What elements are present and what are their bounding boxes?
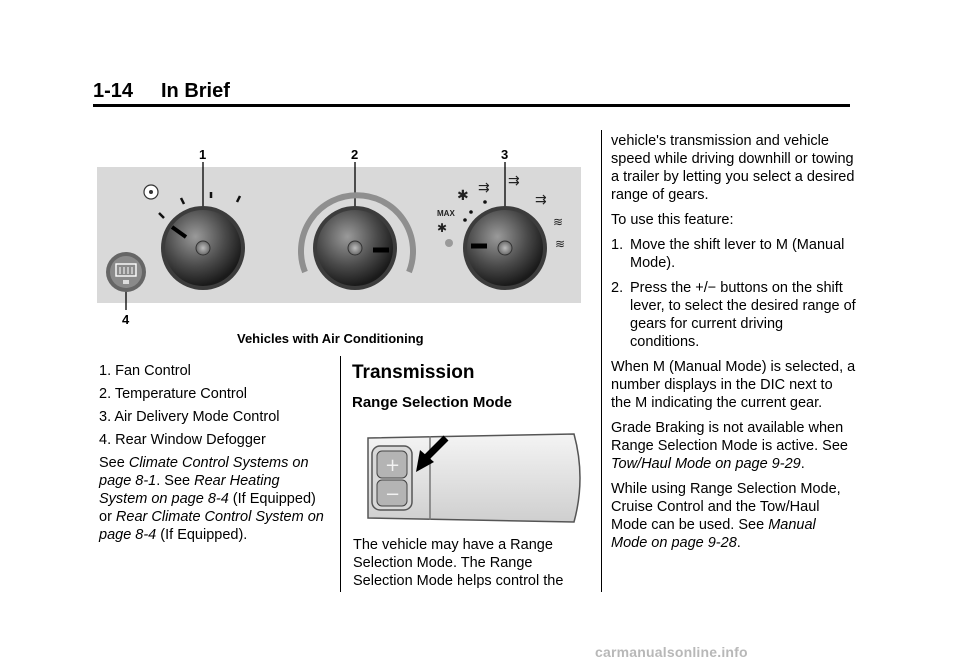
shift-lever-illustration: [360, 432, 586, 524]
section-title: In Brief: [161, 80, 230, 102]
callout-1: 1: [199, 147, 207, 162]
transmission-heading: Transmission: [352, 362, 475, 383]
minus-icon: −: [385, 484, 401, 505]
cruise-control-paragraph: [611, 480, 856, 552]
step-2: [611, 279, 856, 351]
continuation-paragraph: vehicle's transmission and vehicle speed while driving downhill or towing a trailer by letting you select a desired range of gears.: [611, 133, 855, 203]
step-1: [611, 236, 856, 272]
step-number: 2.: [611, 280, 624, 296]
legend-item: 1. Fan Control: [99, 363, 191, 379]
grade-text: .: [800, 456, 805, 472]
range-intro-paragraph: The vehicle may have a Range Selection Mode. The Range Selection Mode helps control the: [353, 537, 564, 589]
rear-heating-link[interactable]: Rear Heating System on page 8‑4: [99, 473, 280, 507]
callout-4: 4: [122, 312, 130, 327]
step-number: 1.: [611, 237, 624, 253]
snowflake-max-icon: [437, 221, 447, 235]
climate-control-figure: [93, 140, 583, 330]
plus-icon: +: [385, 455, 401, 476]
legend-item: 2. Temperature Control: [99, 386, 248, 402]
rear-climate-link[interactable]: Rear Climate Control System on page 8‑4: [99, 509, 324, 543]
fan-icon: [144, 185, 158, 199]
max-label: MAX: [437, 209, 455, 218]
see-also-paragraph: [99, 454, 329, 544]
header-rule: [93, 104, 850, 107]
climate-control-link[interactable]: Climate Control Systems on page 8‑1: [99, 455, 309, 489]
callout-2: 2: [351, 147, 359, 162]
rear-window-defogger-button: [106, 252, 146, 292]
see-text: See: [99, 455, 129, 471]
svg-text:≋: ≋: [555, 237, 566, 251]
legend-item: 3. Air Delivery Mode Control: [99, 409, 280, 425]
cruise-text: While using Range Selection Mode, Cruise Control and the Tow/Haul Mode can be used. See: [611, 481, 841, 533]
range-selection-heading: Range Selection Mode: [352, 394, 513, 411]
svg-text:≋: ≋: [553, 215, 564, 229]
legend-item: 4. Rear Window Defogger: [99, 432, 266, 448]
see-text: . See: [156, 473, 195, 489]
svg-text:⇉: ⇉: [478, 180, 490, 196]
grade-text: Grade Braking is not available when Range Selection Mode is active. See: [611, 420, 848, 454]
control-legend: [99, 362, 329, 544]
step-text: Press the +/− buttons on the shift lever, to select the desired range of gears for current driving conditions.: [630, 280, 856, 350]
step-text: Move the shift lever to M (Manual Mode).: [630, 237, 845, 271]
right-column: [611, 132, 856, 559]
callout-3: 3: [501, 147, 509, 162]
svg-text:⇉: ⇉: [508, 173, 520, 189]
manual-mode-paragraph: When M (Manual Mode) is selected, a number displays in the DIC next to the M indicating the current gear.: [611, 359, 856, 411]
air-delivery-mode-knob: [463, 206, 547, 290]
fan-control-knob: [161, 206, 245, 290]
svg-text:✱: ✱: [437, 221, 448, 235]
shift-lever-figure: [360, 432, 586, 524]
watermark: carmanualsonline.info: [595, 644, 748, 660]
svg-text:✱: ✱: [457, 188, 469, 204]
tow-haul-link[interactable]: Tow/Haul Mode on page 9‑29: [611, 456, 801, 472]
use-feature-paragraph: To use this feature:: [611, 212, 734, 228]
see-text: (If Equipped).: [156, 527, 248, 543]
page-number: 1-14: [93, 80, 134, 102]
figure-caption: Vehicles with Air Conditioning: [237, 331, 424, 346]
temperature-control-knob: [313, 206, 397, 290]
climate-control-illustration: [93, 140, 583, 330]
see-text: (If Equipped) or: [99, 491, 316, 525]
svg-text:⇉: ⇉: [535, 192, 547, 208]
grade-braking-paragraph: [611, 419, 856, 473]
column-divider: [601, 130, 602, 592]
manual-mode-link[interactable]: Manual Mode on page 9‑28: [611, 517, 816, 551]
cruise-text: .: [736, 535, 741, 551]
snowflake-icon: [457, 188, 469, 204]
column-divider: [340, 356, 341, 592]
page-header: [93, 80, 850, 106]
